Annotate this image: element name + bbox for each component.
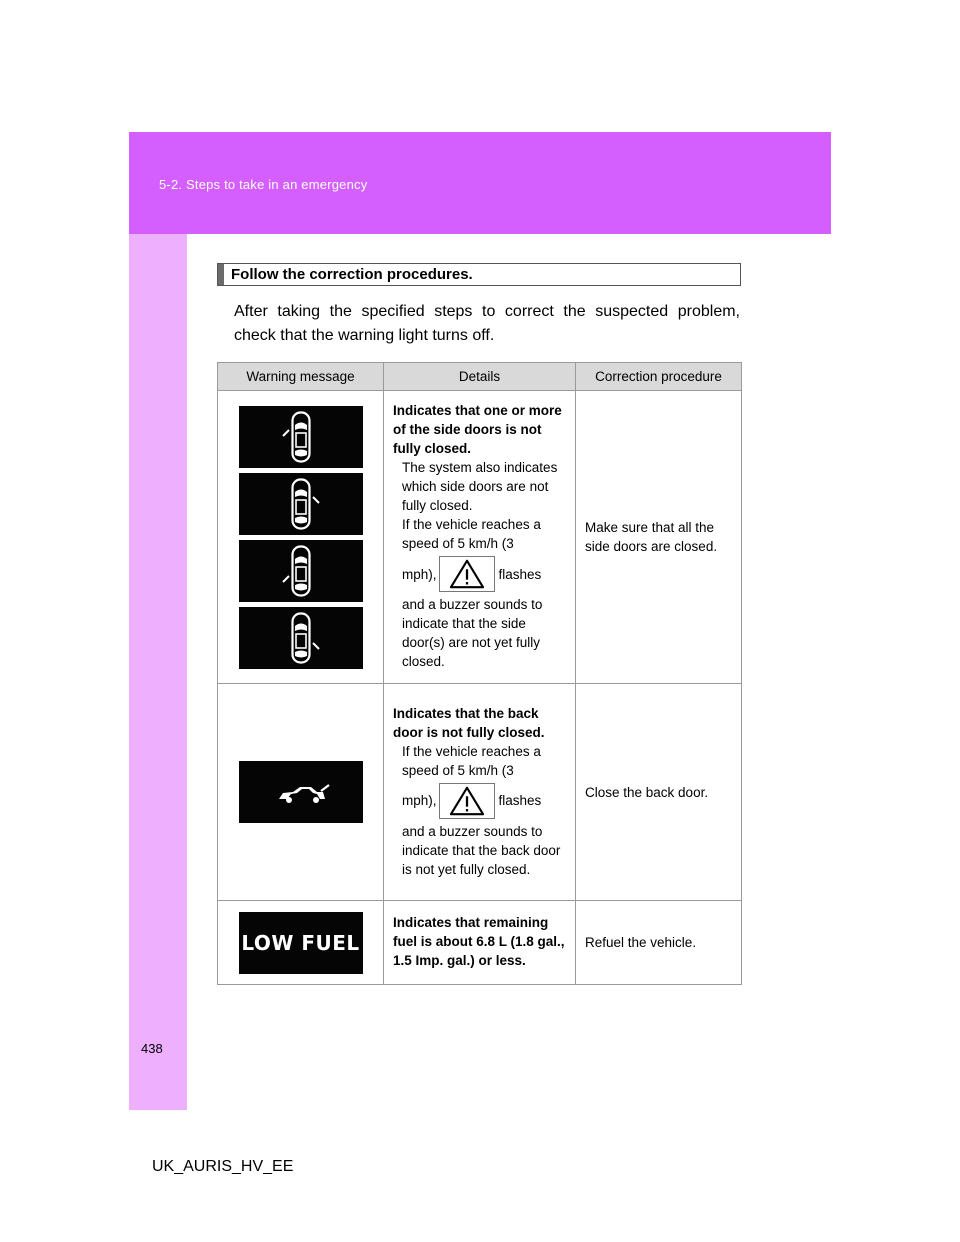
section-title: 5-2. Steps to take in an emergency: [159, 177, 368, 192]
heading-accent: [218, 264, 224, 285]
warning-table: [217, 362, 742, 985]
procedure-title: Follow the correction procedures.: [231, 266, 473, 283]
detail-speed: If the vehicle reaches a speed of 5 km/h (3: [402, 517, 541, 551]
warning-message-cell: [218, 684, 384, 901]
detail-heading: Indicates that one or more of the side doors is not fully closed.: [393, 403, 562, 456]
mph-text: mph),: [402, 793, 437, 808]
detail-mph-line: [393, 783, 571, 819]
procedure-heading: [217, 263, 741, 286]
door-rear-right-open-icon: [239, 607, 363, 669]
back-door-open-icon: [239, 761, 363, 823]
detail-mph-line: [393, 556, 571, 592]
detail-buzzer: and a buzzer sounds to indicate that the back door is not yet fully closed.: [402, 823, 561, 877]
column-header: Details: [384, 363, 576, 391]
correction-cell: Refuel the vehicle.: [576, 901, 742, 985]
document-code: UK_AURIS_HV_EE: [152, 1158, 294, 1175]
header-band: [129, 132, 831, 234]
flashes-text: flashes: [498, 793, 542, 808]
column-header: Warning message: [218, 363, 384, 391]
column-header: Correction procedure: [576, 363, 742, 391]
detail-speed: If the vehicle reaches a speed of 5 km/h (3: [402, 743, 541, 778]
correction-cell: Make sure that all the side doors are closed.: [576, 391, 742, 684]
side-band: [129, 234, 187, 1110]
correction-cell: Close the back door.: [576, 684, 742, 901]
door-front-left-open-icon: [239, 406, 363, 468]
master-warning-icon: [439, 783, 495, 819]
flashes-text: flashes: [498, 566, 542, 582]
warning-message-cell: [218, 391, 384, 684]
details-cell: [384, 391, 576, 684]
warning-message-cell: [218, 901, 384, 985]
door-rear-left-open-icon: [239, 540, 363, 602]
table-header-row: [218, 363, 742, 391]
details-cell: [384, 901, 576, 985]
low-fuel-display: LOW FUEL: [239, 912, 363, 974]
intro-text: After taking the specified steps to correct the suspected problem, check that the warning light turns off.: [234, 303, 740, 344]
table-row: [218, 901, 742, 985]
page-number: 438: [141, 1041, 163, 1056]
table-row: [218, 391, 742, 684]
master-warning-icon: [439, 556, 495, 592]
detail-heading: Indicates that the back door is not fully closed.: [393, 705, 545, 740]
table-row: [218, 684, 742, 901]
detail-heading: Indicates that remaining fuel is about 6.8 L (1.8 gal., 1.5 Imp. gal.) or less.: [393, 915, 565, 968]
door-front-right-open-icon: [239, 473, 363, 535]
detail-note: The system also indicates which side doors are not fully closed.: [402, 460, 558, 513]
details-cell: [384, 684, 576, 901]
detail-buzzer: and a buzzer sounds to indicate that the side door(s) are not yet fully closed.: [402, 597, 543, 669]
mph-text: mph),: [402, 566, 437, 582]
